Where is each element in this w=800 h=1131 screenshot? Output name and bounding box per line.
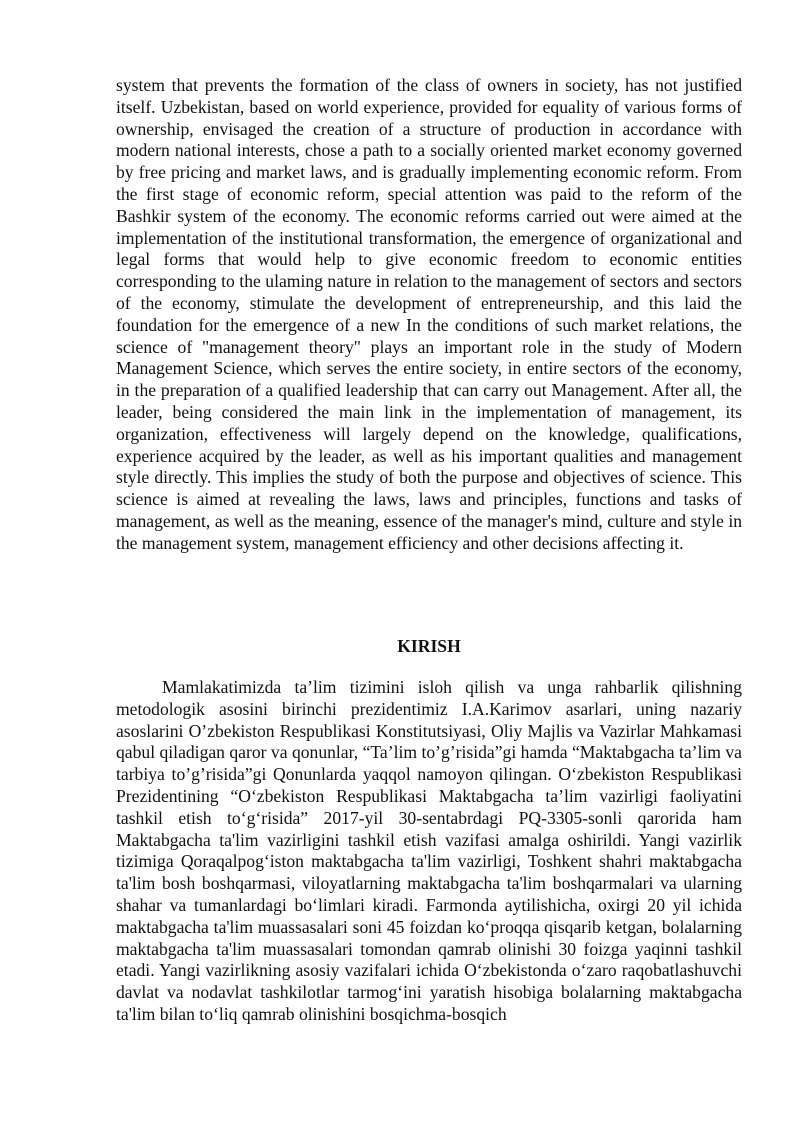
intro-paragraph: system that prevents the formation of the class of owners in society, has not justified itself. Uzbekistan, based on world experience, provided for equality of various forms of ownership, envisaged the creation of a structure of production in accordance with modern national interests, chose a path to a socially oriented market economy governed by free pricing and market laws, and is gradually implementing economic reform. From the first stage of economic reform, special attention was paid to the reform of the Bashkir system of the economy. The economic reforms carried out were aimed at the implementation of the institutional transformation, the emergence of organizational and legal forms that would help to give economic freedom to economic entities corresponding to the ulaming nature in relation to the management of sectors and sectors of the economy, stimulate the development of entrepreneurship, and this laid the foundation for the emergence of a new In the conditions of such market relations, the science of "management theory" plays an important role in the study of Modern Management Science, which serves the entire society, in entire sectors of the economy, in the preparation of a qualified leadership that can carry out Management. After all, the leader, being considered the main link in the implementation of management, its organization, effectiveness will largely depend on the knowledge, qualifications, experience acquired by the leader, as well as his important qualities and management style directly. This implies the study of both the purpose and objectives of science. This science is aimed at revealing the laws, laws and principles, functions and tasks of management, as well as the meaning, essence of the manager's mind, culture and style in the management system, management efficiency and other decisions affecting it. <box>116 75 742 553</box>
body-paragraph: Mamlakatimizda ta’lim tizimini isloh qilish va unga rahbarlik qilishning metodologik asosini birinchi prezidentimiz I.A.Karimov asarlari, uning nazariy asoslarini O’zbekiston Respublikasi Konstitutsiyasi, Oliy Majlis va Vazirlar Mahkamasi qabul qiladigan qaror va qonunlar, “Ta’lim to’g’risida”gi hamda “Maktabgacha ta’lim va tarbiya to’g’risida”gi Qonunlarda yaqqol namoyon qilingan. O‘zbekiston Respublikasi Prezidentining “O‘zbekiston Respublikasi Maktabgacha ta’lim vazirligi faoliyatini tashkil etish to‘g‘risida” 2017-yil 30-sentabrdagi PQ-3305-sonli qarorida ham Maktabgacha ta'lim vazirligini tashkil etish vazifasi amalga oshirildi. Yangi vazirlik tizimiga Qoraqalpog‘iston maktabgacha ta'lim vazirligi, Toshkent shahri maktabgacha ta'lim bosh boshqarmasi, viloyatlarning maktabgacha ta'lim boshqarmalari va ularning shahar va tumanlardagi bo‘limlari kiradi. Farmonda aytilishicha, oxirgi 20 yil ichida maktabgacha ta'lim muassasalari soni 45 foizdan ko‘proqqa qisqarib ketgan, bolalarning maktabgacha ta'lim muassasalari tomondan qamrab olinishi 30 foizga yaqinni tashkil etadi. Yangi vazirlikning asosiy vazifalari ichida O‘zbekistonda o‘zaro raqobatlashuvchi davlat va nodavlat tashkilotlar tarmog‘ini yaratish hisobiga bolalarning maktabgacha ta'lim bilan to‘liq qamrab olinishini bosqichma-bosqich <box>116 677 742 1024</box>
section-heading: KIRISH <box>397 636 461 656</box>
